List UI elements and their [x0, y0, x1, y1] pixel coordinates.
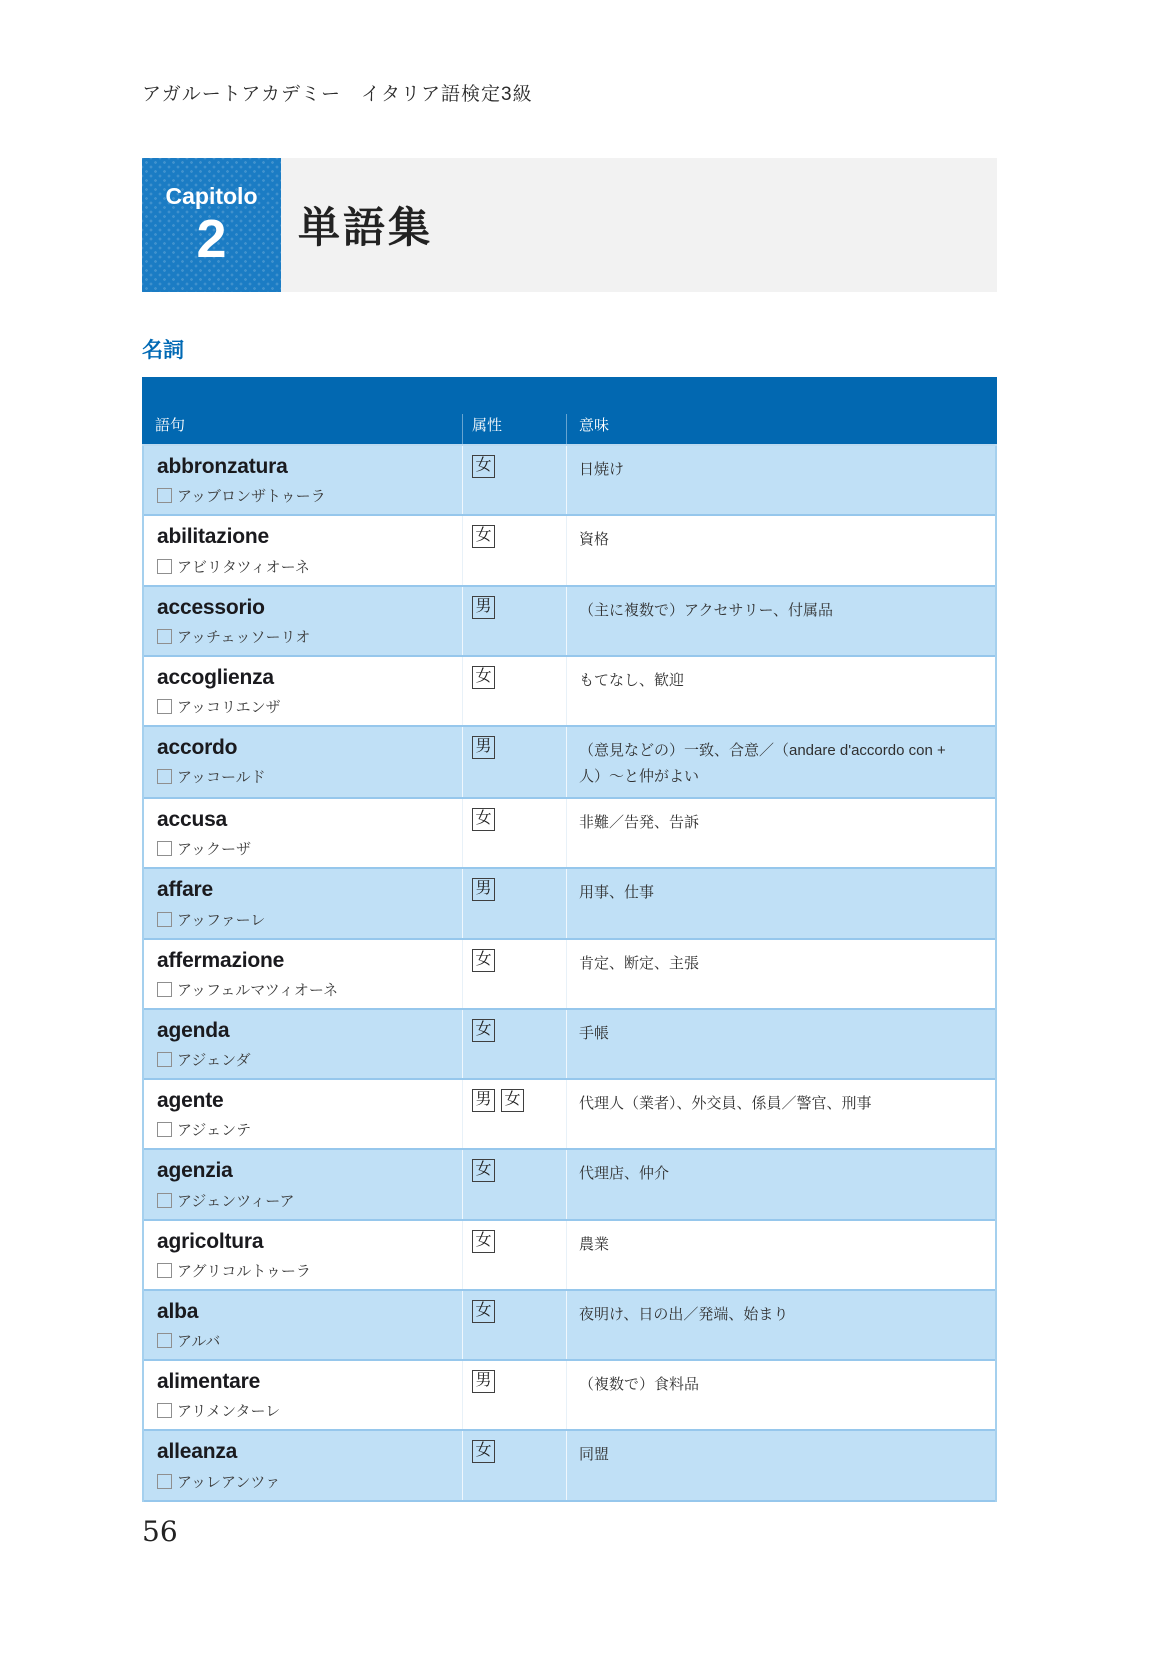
word-cell	[144, 727, 462, 797]
meaning-cell: 肯定、断定、主張	[566, 940, 995, 1008]
gender-badge: 女	[472, 1159, 495, 1182]
reading-line	[157, 1260, 452, 1281]
katakana-reading: アッコリエンザ	[177, 699, 281, 716]
meaning-cell: 代理人（業者）、外交員、係員／警官、刑事	[566, 1080, 995, 1148]
word-cell	[144, 940, 462, 1008]
reading-line	[157, 1471, 452, 1492]
checkbox-icon	[157, 629, 172, 644]
word-cell	[144, 446, 462, 514]
vocab-table	[142, 377, 997, 1502]
katakana-reading: アジェンテ	[177, 1122, 252, 1140]
column-header-attribute: 属性	[462, 414, 566, 444]
meaning-cell: （意見などの）一致、合意／（andare d'accordo con + 人）～と仲がよい	[566, 727, 995, 797]
attribute-cell	[462, 940, 566, 1008]
italian-word: agenzia	[157, 1159, 233, 1183]
katakana-reading: アックーザ	[177, 841, 251, 859]
gender-badge: 男	[472, 1370, 495, 1393]
gender-badge: 男	[472, 878, 495, 901]
italian-word: affermazione	[157, 948, 285, 972]
word-cell	[144, 1150, 462, 1218]
italian-word: accoglienza	[157, 665, 274, 689]
katakana-reading: アルバ	[177, 1333, 221, 1350]
table-row	[144, 1150, 995, 1220]
italian-word: alleanza	[157, 1440, 238, 1464]
katakana-reading: アジェンツィーア	[177, 1192, 295, 1210]
reading-line	[157, 1400, 452, 1421]
table-row	[144, 1080, 995, 1150]
attribute-cell	[462, 1010, 566, 1078]
attribute-cell	[462, 799, 566, 867]
word-cell	[144, 587, 462, 655]
word-cell	[144, 799, 462, 867]
italian-word: affare	[157, 878, 213, 902]
reading-line	[157, 1049, 452, 1070]
katakana-reading: アッレアンツァ	[177, 1473, 281, 1491]
italian-word: accusa	[157, 808, 228, 831]
italian-word: alba	[157, 1299, 199, 1323]
gender-badge: 女	[472, 1300, 495, 1323]
table-row	[144, 587, 995, 657]
attribute-cell	[462, 587, 566, 655]
table-row	[144, 1221, 995, 1291]
gender-badge: 女	[472, 525, 495, 548]
checkbox-icon	[157, 1403, 172, 1418]
gender-badge: 女	[472, 455, 495, 478]
table-row	[144, 446, 995, 516]
italian-word: agricoltura	[157, 1229, 264, 1253]
katakana-reading: アッブロンザトゥーラ	[177, 488, 326, 506]
gender-badge: 女	[472, 666, 495, 689]
meaning-cell: 同盟	[566, 1431, 995, 1499]
checkbox-icon	[157, 1263, 172, 1278]
word-cell	[144, 657, 462, 725]
gender-badge: 女	[501, 1089, 524, 1112]
attribute-cell	[462, 1431, 566, 1499]
attribute-cell	[462, 516, 566, 584]
reading-line	[157, 556, 452, 577]
gender-badge: 女	[472, 1230, 495, 1253]
gender-badge: 男	[472, 1089, 495, 1112]
italian-word: accordo	[157, 736, 238, 759]
meaning-cell: 手帳	[566, 1010, 995, 1078]
meaning-cell: 用事、仕事	[566, 869, 995, 937]
chapter-box	[142, 158, 281, 292]
checkbox-icon	[157, 559, 172, 574]
table-header-row	[142, 377, 997, 446]
katakana-reading: アッコールド	[177, 769, 266, 787]
checkbox-icon	[157, 841, 172, 856]
checkbox-icon	[157, 1193, 172, 1208]
katakana-reading: アッチェッソーリオ	[177, 628, 311, 646]
table-row	[144, 727, 995, 799]
attribute-cell	[462, 1080, 566, 1148]
table-row	[144, 1010, 995, 1080]
checkbox-icon	[157, 982, 172, 997]
table-row	[144, 799, 995, 869]
reading-line	[157, 766, 452, 787]
katakana-reading: アジェンダ	[177, 1052, 251, 1069]
italian-word: accessorio	[157, 595, 265, 619]
document-header: アガルートアカデミー イタリア語検定3級	[142, 84, 533, 105]
checkbox-icon	[157, 1333, 172, 1348]
meaning-cell: 資格	[566, 516, 995, 584]
katakana-reading: アビリタツィオーネ	[177, 558, 310, 576]
meaning-cell: 農業	[566, 1221, 995, 1289]
table-row	[144, 1291, 995, 1361]
katakana-reading: アッファーレ	[177, 911, 266, 929]
attribute-cell	[462, 1361, 566, 1429]
word-cell	[144, 1361, 462, 1429]
attribute-cell	[462, 657, 566, 725]
word-cell	[144, 1080, 462, 1148]
page-number: 56	[142, 1515, 178, 1548]
column-header-word: 語句	[155, 417, 186, 434]
checkbox-icon	[157, 1122, 172, 1137]
word-cell	[144, 1431, 462, 1499]
reading-line	[157, 1330, 452, 1351]
italian-word: abilitazione	[157, 525, 269, 549]
checkbox-icon	[157, 488, 172, 503]
italian-word: alimentare	[157, 1370, 261, 1393]
table-row	[144, 940, 995, 1010]
katakana-reading: アリメンターレ	[177, 1403, 281, 1421]
table-row	[144, 1431, 995, 1501]
word-cell	[144, 1010, 462, 1078]
gender-badge: 男	[472, 596, 495, 619]
meaning-cell: 非難／告発、告訴	[566, 799, 995, 867]
table-row	[144, 869, 995, 939]
word-cell	[144, 1221, 462, 1289]
chapter-number: 2	[196, 208, 227, 269]
meaning-cell: 夜明け、日の出／発端、始まり	[566, 1291, 995, 1359]
reading-line	[157, 626, 452, 647]
chapter-label: Capitolo	[165, 183, 258, 210]
reading-line	[157, 979, 452, 1000]
italian-word: agente	[157, 1089, 224, 1112]
katakana-reading: アグリコルトゥーラ	[177, 1262, 311, 1280]
column-header-meaning: 意味	[566, 414, 997, 444]
chapter-banner	[142, 158, 997, 292]
checkbox-icon	[157, 912, 172, 927]
reading-line	[157, 838, 452, 859]
checkbox-icon	[157, 699, 172, 714]
gender-badge: 女	[472, 1440, 495, 1463]
gender-badge: 女	[472, 808, 495, 831]
checkbox-icon	[157, 769, 172, 784]
attribute-cell	[462, 1150, 566, 1218]
reading-line	[157, 485, 452, 506]
attribute-cell	[462, 446, 566, 514]
reading-line	[157, 696, 452, 717]
gender-badge: 男	[472, 736, 495, 759]
meaning-cell: （複数で）食料品	[566, 1361, 995, 1429]
reading-line	[157, 1190, 452, 1211]
attribute-cell	[462, 1221, 566, 1289]
meaning-cell: 代理店、仲介	[566, 1150, 995, 1218]
gender-badge: 女	[472, 949, 495, 972]
meaning-cell: （主に複数で）アクセサリー、付属品	[566, 587, 995, 655]
word-cell	[144, 516, 462, 584]
meaning-cell: もてなし、歓迎	[566, 657, 995, 725]
word-cell	[144, 1291, 462, 1359]
table-row	[144, 1361, 995, 1431]
section-label: 名詞	[142, 339, 184, 362]
italian-word: abbronzatura	[157, 455, 288, 478]
word-cell	[144, 869, 462, 937]
katakana-reading: アッフェルマツィオーネ	[177, 981, 339, 999]
italian-word: agenda	[157, 1018, 230, 1042]
attribute-cell	[462, 727, 566, 797]
attribute-cell	[462, 869, 566, 937]
checkbox-icon	[157, 1474, 172, 1489]
reading-line	[157, 1119, 452, 1140]
table-row	[144, 657, 995, 727]
table-row	[144, 516, 995, 586]
table-body	[142, 446, 997, 1502]
attribute-cell	[462, 1291, 566, 1359]
checkbox-icon	[157, 1052, 172, 1067]
reading-line	[157, 909, 452, 930]
gender-badge: 女	[472, 1019, 495, 1042]
meaning-cell: 日焼け	[566, 446, 995, 514]
chapter-title: 単語集	[298, 204, 434, 251]
